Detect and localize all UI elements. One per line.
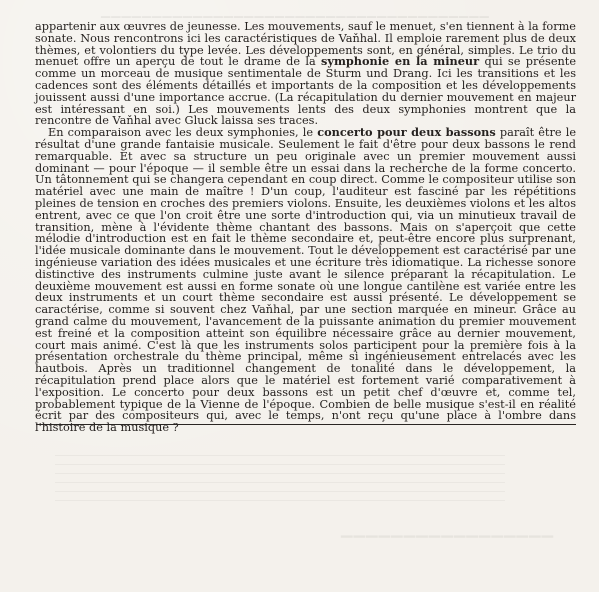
body-text bbox=[35, 21, 576, 434]
show-through-text-bottom: ▁▁▁▁▁▁▁▁▁▁▁▁▁▁▁▁▁ bbox=[340, 521, 554, 538]
show-through-text-lines bbox=[55, 455, 505, 509]
paragraph-2-bold-title: concerto pour deux bassons bbox=[317, 125, 496, 140]
paragraph-2-segment-1: En comparaison avec les deux symphonies, le bbox=[48, 126, 318, 140]
paragraph-1-segment-3: qui se présente comme un morceau de musique sentimentale de Sturm und Drang. Ici les transitions et les cadences sont des éléments détaillés et importants de la composition et les développements jouissent aussi d'une importance accrue. (La récapitulation du dernier mouvement en majeur est intéressant en soi.) Les mouvements lents des deux symphonies montrent que la rencontre de Vaňhal avec Gluck laissa ses traces. bbox=[35, 55, 577, 128]
paragraph-1-bold-title: symphonie en la mineur bbox=[321, 54, 480, 69]
paragraph-2 bbox=[35, 127, 576, 434]
show-through-text-top: ▁▁▁▁▁▁▁▁▁▁▁▁▁▁▁▁▁▁▁▁▁▁▁▁▁▁▁▁▁▁▁▁▁▁▁▁▁▁ bbox=[100, 4, 489, 18]
paragraph-1 bbox=[35, 21, 576, 127]
paragraph-2-segment-3: paraît être le résultat d'une grande fantaisie musicale. Seulement le fait d'être pour deux bassons le rend remarquable. Et avec sa structure un peu originale avec un premier mouvement aussi dominant — pour l'époque — il semble être un essai dans la recherche de la forme concerto. Un tâtonnement qui se changera cependant en coup direct. Comme le compositeur utilise son matériel avec une main de maître ! D'un coup, l'auditeur est fasciné par les répétitions pleines de tension en croches des premiers violons. Ensuite, les deuxièmes violons et les altos entrent, avec ce que l'on croit être une sorte d'introduction qui, via un minutieux travail de transition, mène à l'évidente thème chantant des bassons. Mais on s'aperçoit que cette mélodie d'introduction est en fait le thème secondaire et, peut-être encore plus surprenant, l'idée musicale dominante dans le mouvement. Tout le développement est caractérisé par une ingénieuse variation des idées musicales et une écriture très idiomatique. La richesse sonore distinctive des instruments culmine juste avant le silence préparant la récapitulation. Le deuxième mouvement est aussi en forme sonate où une longue cantilène est variée entre les deux instruments et un court thème secondaire est aussi présenté. Le développement se caractérise, comme si souvent chez Vaňhal, par une section marquée en mineur. Grâce au grand calme du mouvement, l'avancement de la puissante animation du premier mouvement est freiné et la composition atteint son équilibre nécessaire grâce au dernier mouvement, court mais animé. C'est là que les instruments solos participent pour la première fois à la présentation orchestrale du thème principal, même si ingénieusement entrelacés avec les hautbois. Après un traditionnel changement de tonalité dans le développement, la récapitulation prend place alors que le matériel est fortement varié comparativement à l'exposition. Le concerto pour deux bassons est un petit chef d'œuvre et, comme tel, probablement typique de la Vienne de l'époque. Combien de belle musique s'est-il en réalité écrit par des compositeurs qui, avec le temps, n'ont reçu qu'une place à l'ombre dans l'histoire de la musique ? bbox=[35, 126, 577, 435]
horizontal-rule bbox=[36, 424, 576, 425]
paragraph-1-segment-1: appartenir aux œuvres de jeunesse. Les mouvements, sauf le menuet, s'en tiennent à la forme sonate. Nous rencontrons ici les caractéristiques de Vaňhal. Il emploie rarement plus de deux thèmes, et volontiers du type levée. Les développements sont, en général, simples. Le trio du menuet offre un aperçu de tout le drame de la bbox=[35, 20, 576, 69]
